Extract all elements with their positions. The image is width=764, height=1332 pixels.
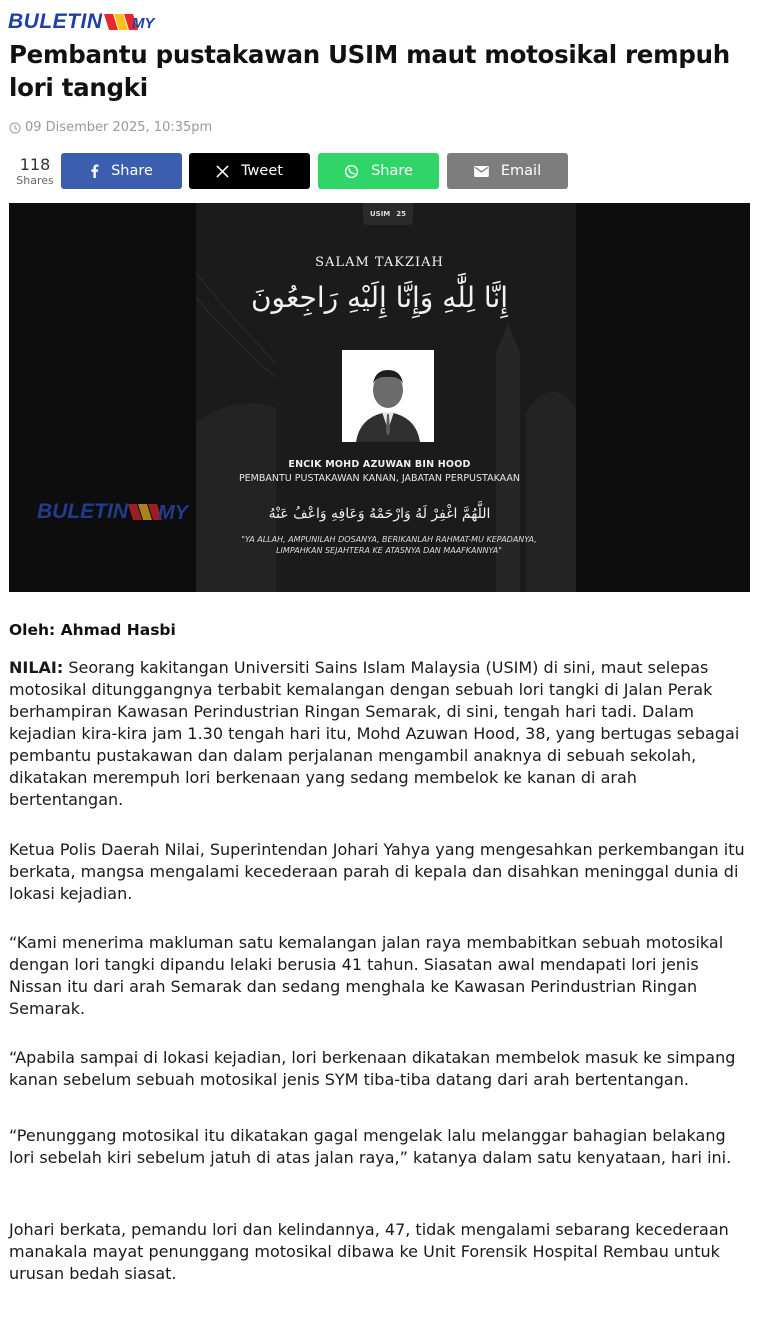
x-icon bbox=[216, 165, 229, 178]
paragraph-3: “Kami menerima makluman satu kemalangan jalan raya membabitkan sebuah motosikal dengan lori tangki dipandu lelaki berusia 41 tahun. Siasatan awal mendapati lori jenis Nissan itu dari arah Semarak dan sedang menghala ke Kawasan Perindustrian Ringan Semarak. bbox=[9, 933, 724, 1018]
hero-image bbox=[9, 203, 750, 592]
logo-mark-text: MY bbox=[131, 15, 154, 32]
paragraph-2: Ketua Polis Daerah Nilai, Superintendan Johari Yahya yang mengesahkan perkembangan itu berkata, mangsa mengalami kecederaan parah di kepala dan disahkan meninggal dunia di lokasi kejadian. bbox=[9, 840, 745, 903]
watermark-stripes-icon bbox=[128, 502, 188, 522]
share-count-number: 118 bbox=[19, 155, 51, 174]
anniversary-logo-text: 25 bbox=[396, 210, 407, 218]
deceased-role: PEMBANTU PUSTAKAWAN KANAN, JABATAN PERPUSTAKAAN bbox=[238, 473, 521, 484]
whatsapp-icon bbox=[344, 164, 359, 179]
card-arabic-prayer: اللَّهُمَّ اغْفِرْ لَهُ وَارْحَمْهُ وَعَافِهِ وَاعْفُ عَنْهُ bbox=[268, 506, 491, 522]
facebook-share-label: Share bbox=[111, 163, 153, 179]
card-top-logos bbox=[363, 203, 413, 225]
whatsapp-share-button[interactable] bbox=[318, 153, 439, 189]
logo-text: BULETIN bbox=[8, 10, 103, 33]
share-count-label: Shares bbox=[16, 174, 54, 187]
paragraph-1 bbox=[9, 657, 754, 811]
mail-icon bbox=[474, 166, 489, 177]
usim-logo-text: USIM bbox=[369, 210, 391, 218]
card-arabic-verse: إِنَّا لِلَّٰهِ وَإِنَّا إِلَيْهِ رَاجِعُونَ bbox=[250, 281, 509, 314]
article-date bbox=[9, 120, 212, 135]
paragraph-1-text: Seorang kakitangan Universiti Sains Islam Malaysia (USIM) di sini, maut selepas motosikal ditunggangnya terbabit kemalangan dengan sebuah lori tangki di Jalan Perak berhampiran Kawasan Perindustrian Ringan Semarak, di sini, tengah hari tadi. Dalam kejadian kira-kira jam 1.30 tengah hari itu, Mohd Azuwan Hood, 38, yang bertugas sebagai pembantu pustakawan dan dalam perjalanan mengambil anaknya di sebuah sekolah, dikatakan merempuh lori berkenaan yang sedang membelok ke kanan di arah bertentangan. bbox=[9, 658, 740, 809]
paragraph-6: Johari berkata, pemandu lori dan kelindannya, 47, tidak mengalami sebarang kecederaan manakala mayat penunggang motosikal dibawa ke Unit Forensik Hospital Rembau untuk urusan bedah siasat. bbox=[9, 1220, 729, 1283]
watermark-logo bbox=[37, 500, 188, 524]
share-count bbox=[12, 156, 58, 187]
twitter-tweet-label: Tweet bbox=[241, 163, 283, 179]
dateline: NILAI: bbox=[9, 658, 64, 677]
watermark-mark-text: MY bbox=[158, 502, 188, 524]
email-share-button[interactable] bbox=[447, 153, 568, 189]
prayer-line-1: "YA ALLAH, AMPUNILAH DOSANYA, BERIKANLAH RAHMAT-MU KEPADANYA, bbox=[241, 535, 537, 544]
facebook-icon bbox=[90, 164, 99, 178]
date-text: 09 Disember 2025, 10:35pm bbox=[25, 120, 213, 135]
article-byline: Oleh: Ahmad Hasbi bbox=[9, 621, 176, 639]
whatsapp-share-label: Share bbox=[371, 163, 413, 179]
facebook-share-button[interactable] bbox=[61, 153, 182, 189]
twitter-tweet-button[interactable] bbox=[189, 153, 310, 189]
deceased-portrait bbox=[342, 350, 434, 442]
prayer-line-2: LIMPAHKAN SEJAHTERA KE ATASNYA DAN MAAFKANNYA" bbox=[276, 546, 502, 555]
paragraph-5: “Penunggang motosikal itu dikatakan gagal mengelak lalu melanggar bahagian belakang lori sebelah kiri sebelum jatuh di atas jalan raya,” katanya dalam satu kenyataan, hari ini. bbox=[9, 1126, 732, 1167]
article-title: Pembantu pustakawan USIM maut motosikal rempuh lori tangki bbox=[9, 40, 730, 102]
logo-stripes-icon bbox=[104, 12, 154, 32]
clock-icon bbox=[9, 122, 21, 134]
email-share-label: Email bbox=[500, 163, 542, 179]
card-heading: SALAM TAKZIAH bbox=[315, 255, 444, 270]
paragraph-4: “Apabila sampai di lokasi kejadian, lori berkenaan dikatakan membelok masuk ke simpang kanan sebelum sebuah motosikal jenis SYM tiba-tiba datang dari arah bertentangan. bbox=[9, 1048, 736, 1089]
deceased-name: ENCIK MOHD AZUWAN BIN HOOD bbox=[288, 459, 471, 470]
watermark-text: BULETIN bbox=[37, 500, 128, 523]
card-prayer-translation bbox=[239, 534, 539, 556]
site-logo[interactable] bbox=[8, 9, 154, 35]
